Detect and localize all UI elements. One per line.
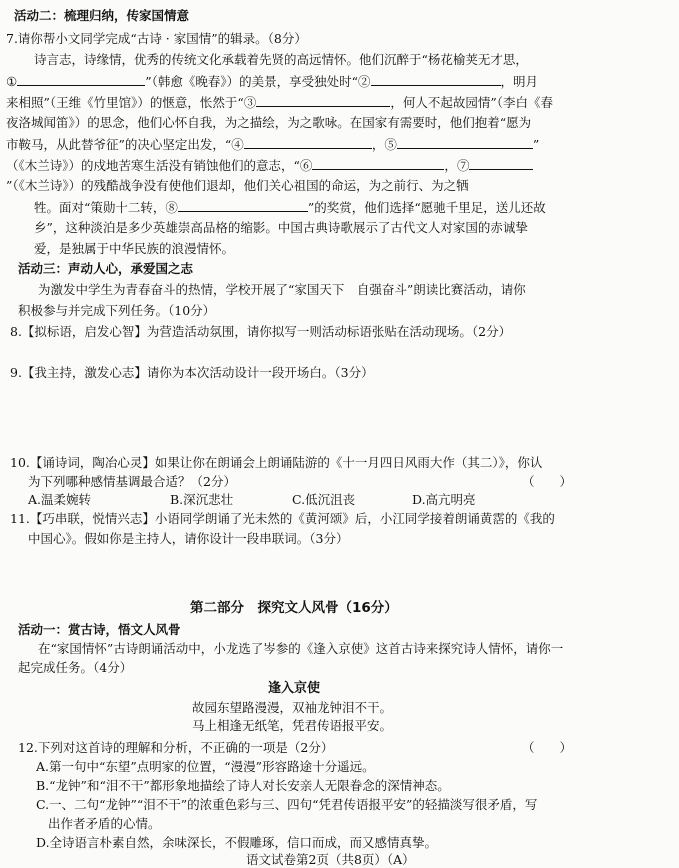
q10-prompt: 10.【诵诗词，陶冶心灵】如果让你在朗诵会上朗诵陆游的《十一月四日风雨大作（其二）》，你认 bbox=[10, 455, 543, 470]
q8-prompt: 8.【拟标语，启发心智】为营造活动氛围，请你拟写一则活动标语张贴在活动现场。（2分） bbox=[10, 324, 512, 339]
q7-line: （《木兰诗》）的戍地苦寒生活没有销蚀他们的意志，“⑥ ，⑦ bbox=[6, 157, 533, 174]
q12-option-b[interactable]: B.“龙钟”和“泪不干”都形象地描绘了诗人对长安亲人无限眷念的深情神态。 bbox=[36, 778, 450, 793]
q12-answer-paren[interactable]: （ ） bbox=[522, 740, 573, 755]
part2-intro: 在“家国情怀”古诗朗诵活动中，小龙选了岑参的《逢入京使》这首古诗来探究诗人情怀，请你一 bbox=[38, 641, 564, 656]
blank-mark: ① bbox=[6, 74, 18, 89]
part2-intro: 起完成任务。（4分） bbox=[18, 660, 133, 675]
blank-mark: ⑦ bbox=[456, 158, 470, 173]
q7-line: 爱，是独属于中华民族的浪漫情怀。 bbox=[34, 241, 235, 256]
q7-line: 诗言志，诗缘情，优秀的传统文化承载着先贤的高远情怀。他们沉醉于“杨花榆荚无才思， bbox=[34, 52, 528, 67]
q12-option-d[interactable]: D.全诗语言朴素自然，余味深长，不假雕琢，信口而成，而又感情真挚。 bbox=[36, 835, 438, 850]
poem-title: 逢入京使 bbox=[268, 681, 321, 696]
page-footer: 语文试卷第2页（共8页）（A） bbox=[246, 852, 415, 867]
answer-blank-7[interactable] bbox=[469, 157, 533, 170]
part2-title: 第二部分 探究文人风骨（16分） bbox=[190, 600, 398, 616]
answer-blank-3[interactable] bbox=[256, 94, 390, 107]
q10-answer-paren[interactable]: （ ） bbox=[522, 474, 573, 489]
blank-mark: ③ bbox=[243, 95, 257, 110]
q7-prompt: 7.请你帮小文同学完成“古诗 · 家国情”的辑录。（8分） bbox=[6, 31, 307, 46]
poem-line: 马上相逢无纸笔，凭君传语报平安。 bbox=[192, 718, 393, 733]
q12-option-c[interactable]: C.一、二句“龙钟”“泪不干”的浓重色彩与三、四句“凭君传语报平安”的轻描淡写很矛盾，写 bbox=[36, 797, 538, 812]
q7-line: 乡”，这种淡泊是多少英雄崇高品格的缩影。中国古典诗歌展示了古代文人对家国的赤诚挚 bbox=[34, 220, 528, 235]
q11-prompt: 中国心》。假如你是主持人，请你设计一段串联词。（3分） bbox=[28, 531, 349, 546]
q12-prompt: 12.下列对这首诗的理解和分析，不正确的一项是（2分） bbox=[18, 740, 334, 755]
q10-option-b[interactable]: B.深沉悲壮 bbox=[170, 492, 234, 507]
activity2-heading: 活动二：梳理归纳，传家国情意 bbox=[14, 8, 190, 23]
answer-blank-6[interactable] bbox=[312, 157, 444, 170]
answer-blank-2[interactable] bbox=[371, 73, 501, 86]
blank-mark: ⑤ bbox=[384, 137, 397, 152]
q7-line: 市鞍马，从此替爷征”的决心坚定出发，“④ ，⑤ ” bbox=[6, 137, 540, 152]
q7-line: ① ”（韩愈《晚春》）的美景，享受独处时“② ，明月 bbox=[6, 74, 539, 89]
q10-prompt: 为下列哪种感情基调最合适？（2分） bbox=[28, 474, 236, 489]
answer-blank-1[interactable] bbox=[17, 73, 145, 86]
q7-line: 夜洛城闻笛》）的思念，他们心怀自我，为之描绘，为之歌咏。在国家有需要时，他们抱着“愿为 bbox=[6, 115, 532, 130]
q12-option-a[interactable]: A.第一句中“东望”点明家的位置，“漫漫”形容路途十分遥远。 bbox=[36, 759, 375, 774]
activity3-heading: 活动三：声动人心，承爱国之志 bbox=[18, 261, 194, 276]
part2-activity1-heading: 活动一：赏古诗，悟文人风骨 bbox=[18, 622, 181, 637]
q10-option-a[interactable]: A.温柔婉转 bbox=[28, 492, 92, 507]
q7-line: ”（《木兰诗》）的残酷战争没有使他们退却，他们关心祖国的命运，为之前行、为之牺 bbox=[6, 178, 469, 193]
answer-blank-4[interactable] bbox=[244, 136, 372, 149]
q10-option-d[interactable]: D.高亢明亮 bbox=[412, 492, 476, 507]
q7-line: 牲。面对“策勋十二转，⑧ ”的奖赏，他们选择“愿驰千里足，送儿还故 bbox=[34, 200, 546, 215]
q11-prompt: 11.【巧串联，悦情兴志】小语同学朗诵了光未然的《黄河颂》后，小江同学接着朗诵黄霑的《我的 bbox=[10, 511, 555, 526]
q10-option-c[interactable]: C.低沉沮丧 bbox=[292, 492, 356, 507]
activity3-intro: 积极参与并完成下列任务。（10分） bbox=[18, 303, 216, 318]
q9-prompt: 9.【我主持，激发心志】请你为本次活动设计一段开场白。（3分） bbox=[10, 365, 374, 380]
q12-option-c-cont: 出作者矛盾的心情。 bbox=[48, 816, 161, 831]
activity3-intro: 为激发中学生为青春奋斗的热情，学校开展了“家国天下 自强奋斗”朗读比赛活动，请你 bbox=[38, 282, 526, 297]
blank-mark: ⑧ bbox=[165, 200, 178, 215]
answer-blank-8[interactable] bbox=[178, 199, 308, 212]
poem-line: 故园东望路漫漫，双袖龙钟泪不干。 bbox=[192, 700, 393, 715]
q7-line: 来相照”（王维《竹里馆》）的惬意，怅然于“③ ，何人不起故园情”（李白《春 bbox=[6, 95, 553, 110]
blank-mark: ⑥ bbox=[299, 158, 313, 173]
answer-blank-5[interactable] bbox=[397, 136, 533, 149]
blank-mark: ④ bbox=[231, 137, 244, 152]
blank-mark: ② bbox=[358, 74, 371, 89]
